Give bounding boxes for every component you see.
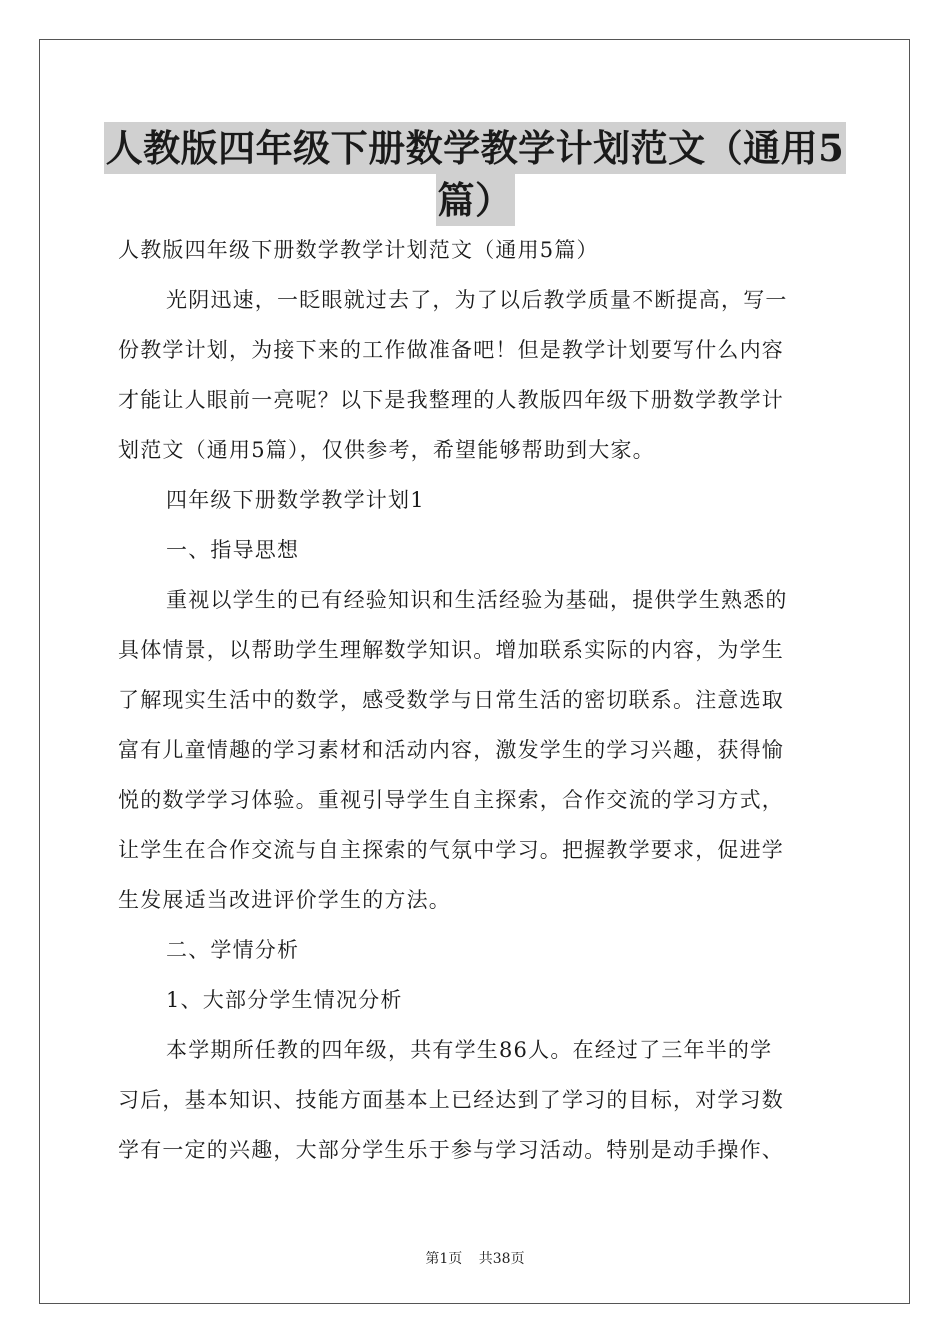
heading-student-analysis: 二、学情分析 [166, 938, 300, 962]
title-line-1: 人教版四年级下册数学教学计划范文（通用5 [104, 122, 847, 174]
intro-line-2: 份教学计划，为接下来的工作做准备吧！但是教学计划要写什么内容 [118, 338, 784, 362]
title-line-2: 篇） [436, 174, 515, 226]
para-1-line-7: 生发展适当改进评价学生的方法。 [118, 888, 451, 912]
intro-line-4: 划范文（通用5篇），仅供参考，希望能够帮助到大家。 [118, 438, 655, 462]
subheading-majority-students: 1、大部分学生情况分析 [166, 988, 403, 1012]
para-1-line-1: 重视以学生的已有经验知识和生活经验为基础，提供学生熟悉的 [166, 588, 788, 612]
intro-line-3: 才能让人眼前一亮呢？以下是我整理的人教版四年级下册数学教学计 [118, 388, 784, 412]
para-1-line-4: 富有儿童情趣的学习素材和活动内容，激发学生的学习兴趣，获得愉 [118, 738, 784, 762]
page-number: 第1页 [425, 1251, 463, 1267]
para-1-line-3: 了解现实生活中的数学，感受数学与日常生活的密切联系。注意选取 [118, 688, 784, 712]
section-title: 四年级下册数学教学计划1 [166, 488, 425, 512]
page-total: 共38页 [478, 1251, 525, 1267]
para-1-line-6: 让学生在合作交流与自主探索的气氛中学习。把握教学要求，促进学 [118, 838, 784, 862]
subtitle: 人教版四年级下册数学教学计划范文（通用5篇） [118, 238, 599, 262]
para-2-line-2: 习后，基本知识、技能方面基本上已经达到了学习的目标，对学习数 [118, 1088, 784, 1112]
para-1-line-2: 具体情景，以帮助学生理解数学知识。增加联系实际的内容，为学生 [118, 638, 784, 662]
para-2-line-3: 学有一定的兴趣，大部分学生乐于参与学习活动。特别是动手操作、 [118, 1138, 784, 1162]
para-2-line-1: 本学期所任教的四年级，共有学生86人。在经过了三年半的学 [166, 1038, 773, 1062]
heading-guiding-thought: 一、指导思想 [166, 538, 300, 562]
intro-line-1: 光阴迅速，一眨眼就过去了，为了以后教学质量不断提高，写一 [166, 288, 788, 312]
document-title [60, 122, 890, 226]
para-1-line-5: 悦的数学学习体验。重视引导学生自主探索，合作交流的学习方式， [118, 788, 784, 812]
page-footer [0, 1248, 950, 1268]
